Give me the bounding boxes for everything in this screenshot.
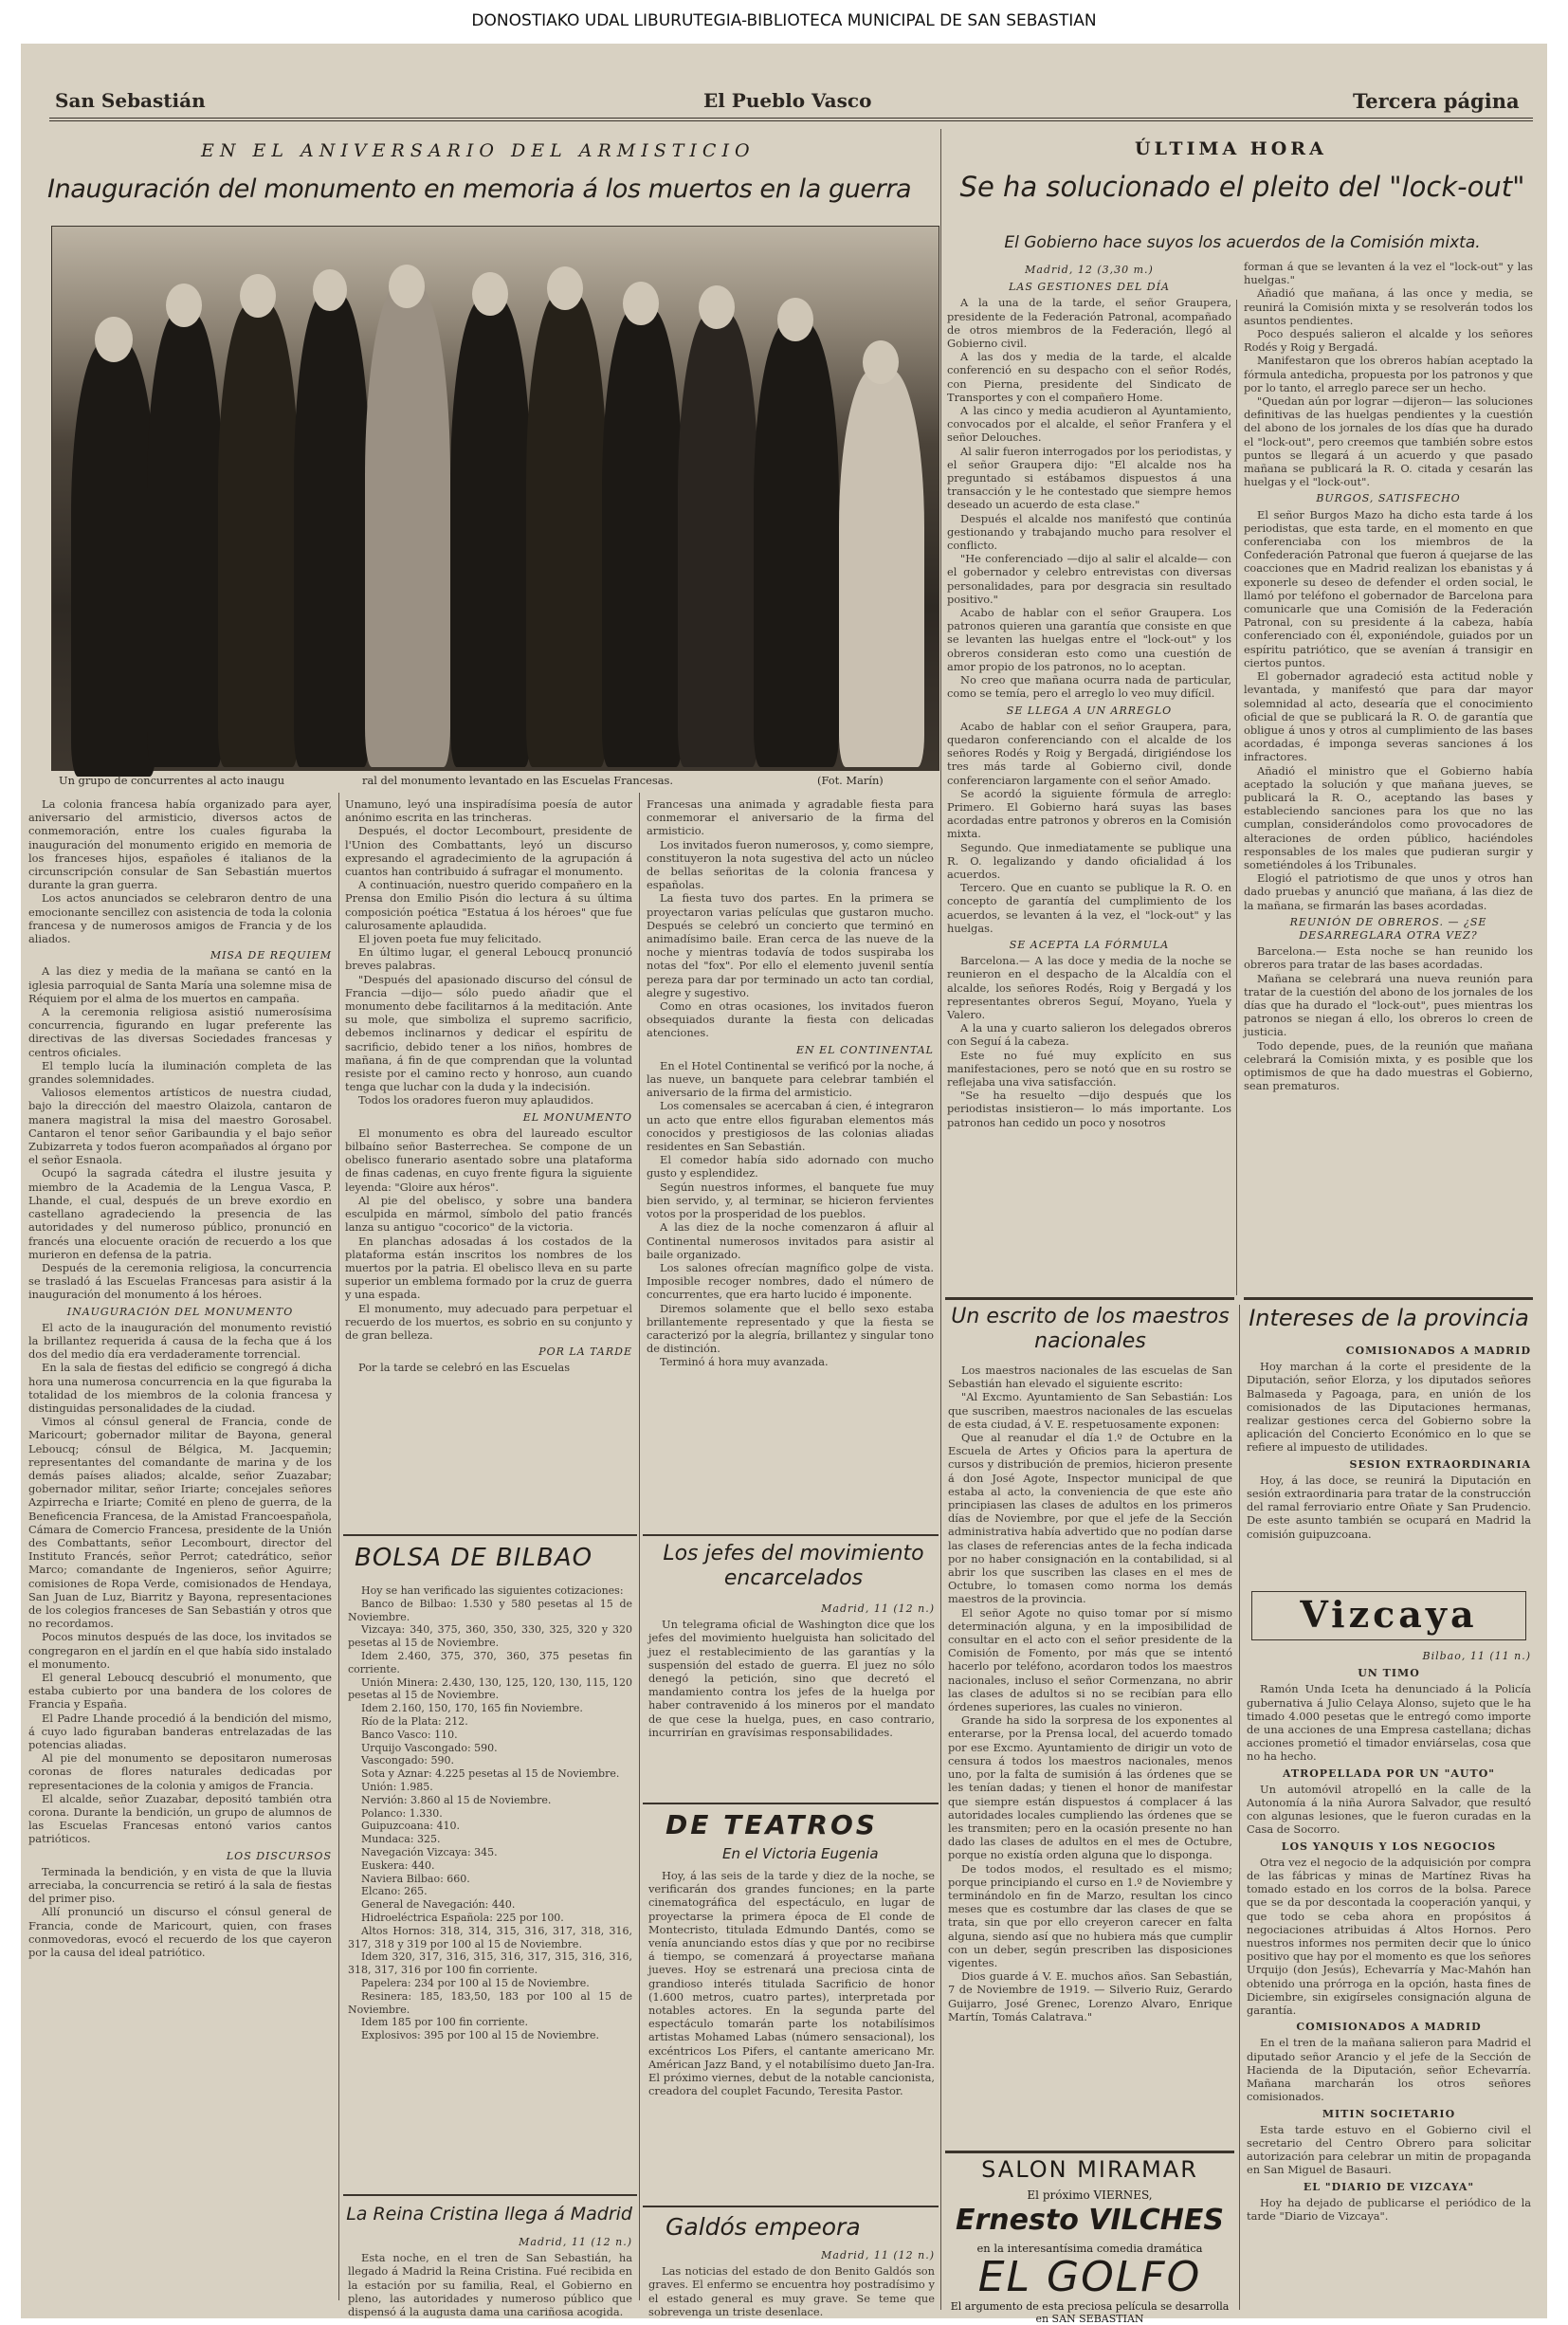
paragraph: Tercero. Que en cuanto se publique la R. O. en concepto de garantía del cumplimiento de los acuerdos, se levanten á la vez, el "lock-out" y las huelgas. bbox=[947, 881, 1231, 935]
quote-line: Altos Hornos: 318, 314, 315, 316, 317, 318, 316, 317, 318 y 319 por 100 al 15 de Noviembre. bbox=[348, 1924, 632, 1950]
provincia-title: Intereses de la provincia bbox=[1249, 1305, 1529, 1331]
paragraph: Manifestaron que los obreros habían aceptado la fórmula antedicha, propuesta por los patronos y que por lo tanto, el arreglo parece ser un hecho. bbox=[1244, 354, 1533, 394]
miramar-play: EL GOLFO bbox=[977, 2253, 1202, 2301]
teatros-title: DE TEATROS bbox=[665, 1809, 878, 1840]
newspaper-page bbox=[21, 44, 1547, 2325]
paragraph: El Padre Lhande procedió á la bendición del mismo, á cuyo lado figuraban banderas entrelazadas de las potencias aliadas. bbox=[28, 1711, 332, 1752]
quote-line: Nervión: 3.860 al 15 de Noviembre. bbox=[361, 1793, 552, 1806]
armisticio-title: Inauguración del monumento en memoria á los muertos en la guerra bbox=[47, 174, 912, 204]
paragraph: El monumento es obra del laureado escultor bilbaíno señor Basterrechea. Se compone de un obelisco funerario asentado sobre una plataforma de finas cadenas, en cuyo frente figura la siguiente leyenda: "Gloire aux héros". bbox=[345, 1126, 632, 1194]
paragraph: La fiesta tuvo dos partes. En la primera se proyectaron varias películas que gustaron mucho. Después se celebró un concierto que terminó en animadísimo baile. Eran cerca de las nueve de la noche y mientras todavía de todos suspiraba los notas del "fox". Por ello el elemento juvenil sentía pereza para dar por terminado un acto tan cordial, alegre y sugestivo. bbox=[647, 891, 934, 999]
paragraph: A las diez de la noche comenzaron á afluir al Continental numerosos invitados para asistir al baile organizado. bbox=[647, 1220, 934, 1261]
paragraph: Segundo. Que inmediatamente se publique una R. O. legalizando y dando oficialidad á los acuerdos. bbox=[947, 840, 1231, 881]
paragraph: Otra vez el negocio de la adquisición por compra de las fábricas y minas de Martínez Rivas ha tomado estado en los corros de la bolsa. Parece que se da por descontada la cooperación yanqui, y que todo se ceba ahora en propósitos á negociaciones atribuidas á Altos Hornos. Pero nuestros informes nos permiten decir que lo único positivo que hay por el momento es que los señores Urquijo (don Jesús), Echevarría y Mac-Mahón han obtenido una prórroga en la opción, hasta fines de Diciembre, sin exigírseles consignación alguna de garantía. bbox=[1247, 1855, 1531, 2018]
paragraph: Dios guarde á V. E. muchos años. San Sebastián, 7 de Noviembre de 1919. — Silverio Ruiz, Gerardo Guijarro, José Grenec, Lorenzo Alvaro, Enrique Martín, Tomás Calatrava." bbox=[948, 1969, 1232, 2023]
subhead-comisionados-vizcaya: COMISIONADOS A MADRID bbox=[1296, 2021, 1482, 2034]
subhead-comisionados: COMISIONADOS A MADRID bbox=[1345, 1345, 1531, 1357]
quote-line: Idem 320, 317, 316, 315, 316, 317, 315, 316, 316, 318, 317, 316 por 100 fin corriente. bbox=[348, 1950, 632, 1977]
paragraph: Poco después salieron el alcalde y los señores Rodés y Roig y Bergadá. bbox=[1244, 327, 1533, 355]
section-rule bbox=[343, 1534, 637, 1536]
galdos-title: Galdós empeora bbox=[665, 2213, 861, 2241]
galdos-body bbox=[648, 2245, 935, 2316]
section-rule bbox=[643, 2206, 939, 2207]
paragraph: Un telegrama oficial de Washington dice que los jefes del movimiento huelguista han solicitado del juez el restablecimiento de las garantías y la suspensión del estado de guerra. El juez no sólo denegó la petición, sino que decretó el mandamiento contra los jefes de la huelga por haber contravenido á los mineros por el mandato de que cese la huelga, pues, en caso contrario, incurrirían en gravísimas responsabilidades. bbox=[648, 1618, 935, 1739]
quote-line: Vizcaya: 340, 375, 360, 350, 330, 325, 320 y 320 pesetas al 15 de Noviembre. bbox=[348, 1623, 632, 1650]
paragraph: A la ceremonia religiosa asistió numerosísima concurrencia, figurando en lugar preferente las directivas de las diversas Sociedades francesas y centros oficiales. bbox=[28, 1005, 332, 1059]
subhead-arreglo: SE LLEGA A UN ARREGLO bbox=[1006, 704, 1173, 717]
paragraph: Los salones ofrecían magnífico golpe de vista. Imposible recoger nombres, dado el número de concurrentes, que era harto lucido é imponente. bbox=[647, 1260, 934, 1302]
column-rule bbox=[338, 793, 339, 2300]
paragraph: Al salir fueron interrogados por los periodistas, y el señor Graupera dijo: "El alcalde nos ha preguntado si estábamos dispuestos á una transacción y le he contestado que siempre hemos deseado un acuerdo de esta clase." bbox=[947, 444, 1231, 512]
quote-line: Unión: 1.985. bbox=[361, 1780, 433, 1793]
armisticio-column-1 bbox=[28, 797, 332, 2305]
paragraph: La colonia francesa había organizado para ayer, aniversario del armisticio, diversos actos de conmemoración, entre los cuales figuraba la inauguración del monumento erigido en memoria de los franceses hijos, españoles é italianos de la circunscripción consular de San Sebastián muertos durante la gran guerra. bbox=[28, 797, 332, 892]
paragraph: En último lugar, el general Leboucq pronunció breves palabras. bbox=[345, 945, 632, 973]
paragraph: Vimos al cónsul general de Francia, conde de Maricourt; gobernador militar de Bayona, general Leboucq; cónsul de Bélgica, M. Jacquemin; representantes del comandante de marina y de los demás países aliados; alcalde, señor Zuazabar; gobernador militar, señor Iriarte; concejales señores Azpirrecha e Iriarte; Comité en pleno de guerra, de la Beneficencia Francesa, de la Amistad Francoespañola, Cámara de Comercio Francesa, presidente de la Unión des Combattants, señor Lecombourt, director del Instituto Francés, señor Perrot; catedrático, señor Marco; comandante de Ingenieros, señor Aguirre; comisiones de Ropa Verde, comisionados de Hendaya, San Juan de Luz, Biarritz y Bayona, representaciones de los colegios franceses de San Sebastián y otros que no recordamos. bbox=[28, 1415, 332, 1631]
paragraph: Todos los oradores fueron muy aplaudidos. bbox=[358, 1093, 594, 1108]
paragraph: Terminada la bendición, y en vista de que la lluvia arreciaba, la concurrencia se retiró á la sala de fiestas del primer piso. bbox=[28, 1864, 332, 1906]
quote-line: Sota y Aznar: 4.225 pesetas al 15 de Noviembre. bbox=[361, 1767, 620, 1781]
vizcaya-title: Vizcaya bbox=[1300, 1593, 1478, 1636]
armisticio-kicker: EN EL ANIVERSARIO DEL ARMISTICIO bbox=[201, 140, 756, 161]
paragraph: Hoy, á las doce, se reunirá la Diputación en sesión extraordinaria para tratar de la construcción del ramal ferroviario entre Oñate y San Prudencio. De este asunto también se ocupará en Madrid la comisión guipuzcoana. bbox=[1247, 1473, 1531, 1541]
paragraph: El monumento, muy adecuado para perpetuar el recuerdo de los muertos, es sobrio en su conjunto y de gran belleza. bbox=[345, 1301, 632, 1342]
paragraph: Barcelona.— Esta noche se han reunido los obreros para tratar de las bases acordadas. bbox=[1244, 944, 1533, 972]
ultima-column-1 bbox=[947, 260, 1231, 1293]
paragraph: Esta tarde estuvo en el Gobierno civil el secretario del Centro Obrero para solicitar autorización para celebrar un mitin de propaganda en San Miguel de Basauri. bbox=[1247, 2122, 1531, 2177]
subhead-misa: MISA DE REQUIEM bbox=[210, 949, 332, 962]
maestros-body bbox=[948, 1364, 1232, 2151]
paragraph: Por la tarde se celebró en las Escuelas bbox=[358, 1361, 571, 1375]
subhead-inauguracion: INAUGURACIÓN DEL MONUMENTO bbox=[66, 1305, 294, 1318]
section-rule bbox=[1244, 1297, 1533, 1300]
paragraph: A las diez y media de la mañana se cantó en la iglesia parroquial de Santa María una solemne misa de Réquiem por el alma de los muertos en campaña. bbox=[28, 964, 332, 1005]
subhead-reunion: REUNIÓN DE OBREROS. — ¿SE DESARREGLARA OTRA VEZ? bbox=[1289, 915, 1487, 942]
quote-line: Vascongado: 590. bbox=[361, 1754, 454, 1767]
masthead-right: Tercera página bbox=[1353, 89, 1520, 113]
quote-line: Elcano: 265. bbox=[361, 1885, 428, 1898]
miramar-actor: Ernesto VILCHES bbox=[956, 2204, 1224, 2237]
armisticio-column-2 bbox=[345, 797, 632, 1528]
paragraph: En la sala de fiestas del edificio se congregó á dicha hora una numerosa concurrencia en la que figuraba la totalidad de los miembros de la colonia francesa y distinguidas personalidades de la ciudad. bbox=[28, 1361, 332, 1415]
subhead-formula: SE ACEPTA LA FÓRMULA bbox=[1009, 938, 1170, 951]
paragraph: "Al Excmo. Ayuntamiento de San Sebastián: Los que suscriben, maestros nacionales de las escuelas de esta ciudad, á V. E. respetuosamente exponen: bbox=[948, 1390, 1232, 1431]
paragraph: Añadió el ministro que el Gobierno había aceptado la solución y que mañana jueves, se publicará la R. O., aceptando las bases y estableciendo sanciones para los que no las cumplan, considerándolos como provocadores de alteraciones de orden público, haciéndoles responsables de los males que pudieran surgir y sometiéndoles á los Tribunales. bbox=[1244, 763, 1533, 871]
miramar-date: El próximo VIERNES, bbox=[1027, 2188, 1153, 2202]
paragraph: Elogió el patriotismo de que unos y otros han dado pruebas y anunció que mañana, á las diez de la mañana, se firmarán las bases acordadas. bbox=[1244, 871, 1533, 912]
quote-line: Río de la Plata: 212. bbox=[361, 1714, 468, 1728]
quote-line: Mundaca: 325. bbox=[361, 1833, 441, 1846]
bolsa-title: BOLSA DE BILBAO bbox=[355, 1544, 593, 1572]
ultima-title: Se ha solucionado el pleito del "lock-out" bbox=[959, 171, 1525, 203]
paragraph: Unamuno, leyó una inspiradísima poesía de autor anónimo escrita en las trincheras. bbox=[345, 797, 632, 825]
subhead-mitin: MITIN SOCIETARIO bbox=[1322, 2107, 1456, 2120]
paragraph: Todo depende, pues, de la reunión que mañana celebrará la Comisión mixta, y es posible que los optimismos de que ha dado muestras el Gobierno, sean prematuros. bbox=[1244, 1038, 1533, 1093]
paragraph: Barcelona.— A las doce y media de la noche se reunieron en el despacho de la Alcaldía con el alcalde, los señores Rodés, Roig y Bergadá y los representantes obreros Seguí, Moyano, Yuela y Valero. bbox=[947, 954, 1231, 1021]
jefes-dateline: Madrid, 11 (12 n.) bbox=[821, 1602, 935, 1615]
miramar-subtitle: en la interesantísima comedia dramática bbox=[976, 2242, 1203, 2255]
paragraph: Después el alcalde nos manifestó que continúa gestionando y trabajando mucho para resolver el conflicto. bbox=[947, 511, 1231, 553]
paragraph: Añadió que mañana, á las once y media, se reunirá la Comisión mixta y se resolverán todos los asuntos pendientes. bbox=[1244, 286, 1533, 327]
paragraph: Valiosos elementos artísticos de nuestra ciudad, bajo la dirección del maestro Olaizola, cantaron de manera magistral la misa del maestro Gorosabel. Cantaron el tenor señor Garibaundia y el bajo señor Zubizarreta y todos fueron acompañados al órgano por el señor Esnaola. bbox=[28, 1086, 332, 1167]
paragraph: Según nuestros informes, el banquete fue muy bien servido, y, al terminar, se hicieron fervientes votos por la prosperidad de los pueblos. bbox=[647, 1180, 934, 1221]
subhead-yanquis: LOS YANQUIS Y LOS NEGOCIOS bbox=[1281, 1840, 1497, 1853]
paragraph: El joven poeta fue muy felicitado. bbox=[358, 932, 542, 946]
paragraph: Las noticias del estado de don Benito Galdós son graves. El enfermo se encuentra hoy postradísimo y el estado general es muy grave. Se teme que sobrevenga un triste desenlace. bbox=[648, 2264, 935, 2318]
quote-line: Banco de Bilbao: 1.530 y 580 pesetas al 15 de Noviembre. bbox=[348, 1597, 632, 1623]
reina-title: La Reina Cristina llega á Madrid bbox=[346, 2204, 632, 2224]
quote-line: Hoy se han verificado las siguientes cotizaciones: bbox=[361, 1584, 624, 1597]
subhead-monumento: EL MONUMENTO bbox=[522, 1110, 632, 1124]
section-rule bbox=[945, 1297, 1234, 1300]
ultima-deck: El Gobierno hace suyos los acuerdos de la Comisión mixta. bbox=[1004, 233, 1481, 252]
ultima-kicker: ÚLTIMA HORA bbox=[1135, 138, 1327, 159]
quote-line: Urquijo Vascongado: 590. bbox=[361, 1741, 498, 1754]
quote-line: Naviera Bilbao: 660. bbox=[361, 1872, 470, 1885]
paragraph: Terminó á hora muy avanzada. bbox=[660, 1355, 829, 1369]
subhead-burgos: BURGOS, SATISFECHO bbox=[1316, 492, 1461, 505]
paragraph: "He conferenciado —dijo al salir el alcalde— con el gobernador y celebro entrevistas con diversas personalidades, para por desgracia sin resultado positivo." bbox=[947, 552, 1231, 606]
jefes-title: Los jefes del movimiento encarcelados bbox=[663, 1542, 924, 1590]
ultima-column-2 bbox=[1244, 260, 1533, 1293]
quote-line: Idem 2.160, 150, 170, 165 fin Noviembre. bbox=[361, 1702, 583, 1715]
paragraph: El general Leboucq descubrió el monumento, que estaba cubierto por una bandera de los colores de Francia y España. bbox=[28, 1671, 332, 1712]
quote-line: General de Navegación: 440. bbox=[361, 1898, 516, 1912]
paragraph: Ocupó la sagrada cátedra el ilustre jesuita y miembro de la Academia de la Lengua Vasca, P. Lhande, el cual, después de un breve exordio en castellano agradeciendo la presencia de las autoridades y del numeroso público, pronunció en francés una elocuente oración de recuerdo a los que murieron en defensa de la patria. bbox=[28, 1166, 332, 1261]
archive-banner: DONOSTIAKO UDAL LIBURUTEGIA-BIBLIOTECA MUNICIPAL DE SAN SEBASTIAN bbox=[0, 0, 1568, 42]
paragraph: De todos modos, el resultado es el mismo; porque principiando el curso en 1.º de Noviembre y terminándolo en fin de Marzo, resultan los cinco meses que es costumbre dar las clases de que se trata, sin que por ello creyeron carecer en falta alguna, siendo así que no hubiera más que cumplir con un deber, según prescriben las disposiciones vigentes. bbox=[948, 1861, 1232, 1969]
quote-line: Idem 2.460, 375, 370, 360, 375 pesetas fin corriente. bbox=[348, 1649, 632, 1675]
provincia-body bbox=[1247, 1341, 1531, 1578]
paragraph: Mañana se celebrará una nueva reunión para tratar de la cuestión del abono de los jornales de los días que ha durado el "lock-out", pues mientras los patronos se niegan á ello, los obreros lo creen de justicia. bbox=[1244, 971, 1533, 1039]
paragraph: Esta noche, en el tren de San Sebastián, ha llegado á Madrid la Reina Cristina. Fué recibida en la estación por su familia, Real, el Gobierno en pleno, las autoridades y numeroso público que dispensó á la augusta dama una cariñosa acogida. bbox=[348, 2251, 632, 2319]
subhead-continental: EN EL CONTINENTAL bbox=[796, 1043, 934, 1056]
paragraph: El alcalde, señor Zuazabar, depositó también otra corona. Durante la bendición, un grupo de alumnos de las Escuelas Francesas entonó varios cantos patrióticos. bbox=[28, 1791, 332, 1846]
paragraph: Acabo de hablar con el señor Graupera, para, quedaron conferenciando con el alcalde de los señores Rodés y Roig y Bergadá, dirigiéndose los tres más tarde al Gobierno civil, donde conferenciaron largamente con el señor Amado. bbox=[947, 719, 1231, 787]
section-rule bbox=[643, 1534, 939, 1536]
paragraph: Diremos solamente que el bello sexo estaba brillantemente representado y que la fiesta se caracterizó por la alegría, brillantez y singular tono de distinción. bbox=[647, 1301, 934, 1356]
column-rule bbox=[1239, 1305, 1240, 2310]
section-rule bbox=[945, 2151, 1234, 2153]
teatros-subtitle: En el Victoria Eugenia bbox=[722, 1845, 879, 1862]
miramar-title: SALON MIRAMAR bbox=[981, 2156, 1198, 2183]
paragraph: Al pie del obelisco, y sobre una bandera esculpida en mármol, símbolo del patio francés lanza su antiguo "cocorico" de la victoria. bbox=[345, 1193, 632, 1235]
paragraph: Este no fué muy explícito en sus manifestaciones, pero se notó que en su rostro se reflejaba una viva satisfacción. bbox=[947, 1048, 1231, 1089]
monument-group-photo bbox=[51, 226, 939, 771]
quote-line: Navegación Vizcaya: 345. bbox=[361, 1845, 498, 1858]
miramar-note: El argumento de esta preciosa película se desarrolla en SAN SEBASTIAN bbox=[950, 2300, 1230, 2325]
paragraph: Que al reanudar el día 1.º de Octubre en la Escuela de Artes y Oficios para la apertura de cursos y distribución de premios, hicieron presente á don José Agote, Inspector municipal de que estaba al acto, la conveniencia de que este año principiasen las clases de adultos en los primeros días de Noviembre, por que el jefe de la Sección administrativa había advertido que no podían darse las clases de referencias antes de la fecha indicada por no haber consignación en la contabilidad, si al abrir los que suscriben las clases en el mes de Octubre, lo tomasen como norma los demás maestros de la provincia. bbox=[948, 1431, 1232, 1606]
vizcaya-body bbox=[1247, 1646, 1531, 2310]
paragraph: En el tren de la mañana salieron para Madrid el diputado señor Arancio y el jefe de la Sección de Hacienda de la Diputación, señor Echevarría. Mañana marcharán los otros señores comisionados. bbox=[1247, 2036, 1531, 2104]
paragraph: Un automóvil atropelló en la calle de la Autonomía á la niña Aurora Salvador, que resultó con algunas lesiones, que le fueron curadas en la Casa de Socorro. bbox=[1247, 1782, 1531, 1837]
paragraph: Hoy marchan á la corte el presidente de la Diputación, señor Elorza, y los diputados señores Balmaseda y Pagoaga, para, en unión de los comisionados de las Diputaciones hermanas, realizar gestiones cerca del Gobierno sobre la aplicación del Concierto Económico en lo que se refiere al impuesto de utilidades. bbox=[1247, 1360, 1531, 1455]
paragraph: A las cinco y media acudieron al Ayuntamiento, convocados por el alcalde, el señor Franfera y el señor Delouches. bbox=[947, 404, 1231, 445]
paragraph: Después, el doctor Lecombourt, presidente de l'Union des Combattants, leyó un discurso expresando el agradecimiento de la agrupación á cuantos han contribuido á sufragar el monumento. bbox=[345, 824, 632, 879]
paragraph: Grande ha sido la sorpresa de los exponentes al enterarse, por la Prensa local, del acuerdo tomado por ese Excmo. Ayuntamiento de dirigir un voto de censura á todos los maestros nacionales, menos uno, por la falta de sumisión á las órdenes que se les tenían dadas; y tienen el honor de manifestar que siempre están dispuestos á complacer á las autoridades locales cumpliendo las órdenes que se les transmiten; pero en la ocasión presente no han dado las clases de adultos en el mes de Octubre, porque no existía orden alguna que lo disponga. bbox=[948, 1713, 1232, 1862]
column-rule bbox=[639, 793, 640, 2300]
photo-credit: (Fot. Marín) bbox=[817, 774, 884, 787]
vizcaya-dateline: Bilbao, 11 (11 n.) bbox=[1422, 1650, 1531, 1662]
paragraph: "Se ha resuelto —dijo después que los periodistas insistieron— lo más importante. Los patronos han cedido un poco y nosotros bbox=[947, 1089, 1231, 1129]
paragraph: A continuación, nuestro querido compañero en la Prensa don Emilio Pisón dio lectura á su última composición poética "Estatua á los héroes" que fue calurosamente aplaudida. bbox=[345, 878, 632, 932]
column-rule bbox=[1236, 300, 1237, 1295]
paragraph: El templo lucía la iluminación completa de las grandes solemnidades. bbox=[28, 1058, 332, 1087]
column-rule bbox=[940, 129, 941, 2310]
paragraph: forman á que se levanten á la vez el "lock-out" y las huelgas." bbox=[1244, 260, 1533, 287]
paragraph: El señor Agote no quiso tomar por sí mismo determinación alguna, y en la imposibilidad de consultar en el acto con el señor presidente de la Comisión de Fomento, por más que se intentó hacerlo por teléfono, acordaron todos los maestros nacionales, incluso el señor Cormenzana, no abrir las clases de adultos si no se recibían para ello órdenes superiores, las cuales no vinieron. bbox=[948, 1605, 1232, 1714]
quote-line: Idem 185 por 100 fin corriente. bbox=[361, 2016, 528, 2029]
subhead-sesion: SESION EXTRAORDINARIA bbox=[1349, 1457, 1531, 1471]
quote-line: Explosivos: 395 por 100 al 15 de Noviembre. bbox=[361, 2029, 600, 2042]
section-rule bbox=[643, 1803, 939, 1804]
paragraph: Se acordó la siguiente fórmula de arreglo: Primero. El Gobierno hará suyas las bases acordadas entre patronos y obreros en la Comisión mixta. bbox=[947, 786, 1231, 841]
paragraph: Pocos minutos después de las doce, los invitados se congregaron en el jardín en el que había sido instalado el monumento. bbox=[28, 1630, 332, 1671]
quote-line: Guipuzcoana: 410. bbox=[361, 1820, 460, 1833]
armisticio-column-3 bbox=[647, 797, 934, 1547]
paragraph: El comedor había sido adornado con mucho gusto y esplendidez. bbox=[647, 1153, 934, 1181]
paragraph: A la una de la tarde, el señor Graupera, presidente de la Federación Patronal, acompañado de otros miembros de la Federación, llegó al Gobierno civil. bbox=[947, 296, 1231, 351]
masthead-rule bbox=[49, 118, 1533, 121]
paragraph: Los actos anunciados se celebraron dentro de una emocionante sencillez con asistencia de toda la colonia francesa y de numerosos amigos de Francia y de los aliados. bbox=[28, 891, 332, 946]
subhead-gestiones: LAS GESTIONES DEL DÍA bbox=[1009, 281, 1170, 294]
paragraph: Hoy ha dejado de publicarse el periódico de la tarde "Diario de Vizcaya". bbox=[1247, 2195, 1531, 2223]
paragraph: El señor Burgos Mazo ha dicho esta tarde á los periodistas, que esta tarde, en el momento en que conferenciaba con los miembros de la Confederación Patronal que fueron á quejarse de las coacciones que en Madrid realizan los ebanistas y á exponerle su deseo de defender el orden social, le llamó por teléfono el gobernador de Barcelona para comunicarle que una Comisión de la Federación Patronal, con su presidente á la cabeza, había conferenciado con él, exponiéndole, guiados por un espíritu patriótico, que se avenían á transigir en ciertos puntos. bbox=[1244, 507, 1533, 669]
paragraph: El gobernador agradeció esta actitud noble y levantada, y manifestó que para dar mayor solemnidad al acto, desearía que el conocimiento oficial de que se publicará la R. O. de garantía que obligue á unos y otros al cumplimiento de las bases acordadas, é imponga severas sanciones á los infractores. bbox=[1244, 669, 1533, 764]
subhead-tarde: POR LA TARDE bbox=[538, 1346, 632, 1359]
quote-line: Unión Minera: 2.430, 130, 125, 120, 130, 115, 120 pesetas al 15 de Noviembre. bbox=[348, 1675, 632, 1702]
quote-line: Euskera: 440. bbox=[361, 1858, 435, 1872]
paragraph: A las dos y media de la tarde, el alcalde conferenció en su despacho con el señor Rodés, con Pierna, presidente del Sindicato de Transportes y con el compañero Home. bbox=[947, 350, 1231, 404]
paragraph: Hoy, á las seis de la tarde y diez de la noche, se verificarán dos grandes funciones; en la parte cinematográfica del espectáculo, en lugar de proyectarse la primera época de El conde de Montecristo, titulada Edmundo Dantés, como se venía anunciando estos días y que por no recibirse á tiempo, se comenzará á proyectarse mañana jueves. Hoy se estrenará una preciosa cinta de grandioso interés titulada Sacrificio de honor (1.600 metros, cuatro partes), interpretada por notables actores. En la segunda parte del espectáculo tomarán parte los notabilísimos artistas Mohamed Labas (número sensacional), los excéntricos Los Pifers, el cantante americano Mr. Américan Jazz Band, y el notabilísimo dueto Jan-Ira. El próximo viernes, debut de la notable cancionista, creadora del couplet Facundo, Teresita Pastor. bbox=[648, 1869, 935, 2098]
photo-caption-left: Un grupo de concurrentes al acto inaugu bbox=[59, 774, 285, 787]
paragraph: Al pie del monumento se depositaron numerosas coronas de flores naturales dedicadas por representaciones de la colonia y amigos de Francia. bbox=[28, 1751, 332, 1792]
maestros-title: Un escrito de los maestros nacionales bbox=[951, 1305, 1230, 1353]
jefes-body bbox=[648, 1599, 935, 1798]
paragraph: Después de la ceremonia religiosa, la concurrencia se trasladó á las Escuelas Francesas para asistir á la inauguración del monumento á los héroes. bbox=[28, 1260, 332, 1302]
quote-line: Polanco: 1.330. bbox=[361, 1806, 443, 1820]
paragraph: Los invitados fueron numerosos, y, como siempre, constituyeron la nota sugestiva del acto un núcleo de bellas señoritas de la colonia francesa y españolas. bbox=[647, 837, 934, 892]
paragraph: Los maestros nacionales de las escuelas de San Sebastián han elevado el siguiente escrito: bbox=[948, 1364, 1232, 1391]
subhead-discursos: LOS DISCURSOS bbox=[226, 1849, 332, 1862]
paragraph: No creo que mañana ocurra nada de particular, como se temía, pero el arreglo lo veo muy difícil. bbox=[947, 673, 1231, 701]
paragraph: Allí pronunció un discurso el cónsul general de Francia, conde de Maricourt, quien, con frases conmovedoras, evocó el recuerdo de los que cayeron por la causa del ideal patriótico. bbox=[28, 1905, 332, 1960]
reina-body bbox=[348, 2232, 632, 2319]
galdos-dateline: Madrid, 11 (12 n.) bbox=[821, 2249, 935, 2261]
paragraph: Los comensales se acercaban á cien, é integraron un acto que entre ellos figuraban elementos más conocidos y prestigiosos de las colonias aliadas residentes en San Sebastián. bbox=[647, 1099, 934, 1154]
quote-line: Papelera: 234 por 100 al 15 de Noviembre. bbox=[361, 1976, 590, 1989]
quote-line: Resinera: 185, 183,50, 183 por 100 al 15 de Noviembre. bbox=[348, 1989, 632, 2016]
masthead-left: San Sebastián bbox=[55, 89, 206, 112]
paragraph: Francesas una animada y agradable fiesta para conmemorar el aniversario de la firma del armisticio. bbox=[647, 797, 934, 838]
teatros-body bbox=[648, 1869, 935, 2201]
paragraph: El acto de la inauguración del monumento revistió la brillantez requerida á causa de la fecha que á los dos del medio día era verdaderamente torrencial. bbox=[28, 1320, 332, 1362]
reina-dateline: Madrid, 11 (12 n.) bbox=[519, 2236, 632, 2248]
quote-line: Hidroeléctrica Española: 225 por 100. bbox=[361, 1911, 564, 1924]
subhead-diario: EL "DIARIO DE VIZCAYA" bbox=[1303, 2180, 1475, 2193]
paragraph: En el Hotel Continental se verificó por la noche, á las nueve, un banquete para celebrar también el aniversario de la firma del armisticio. bbox=[647, 1058, 934, 1100]
paragraph: "Quedan aún por lograr —dijeron— las soluciones definitivas de las huelgas pendientes y la cuestión del abono de los jornales de los días que ha durado el "lock-out", pero creemos que también sobre estos puntos se llegará á un acuerdo y que pasado mañana se publicará la R. O. citada y cesarán las huelgas y el "lock-out". bbox=[1244, 394, 1533, 489]
quote-line: Banco Vasco: 110. bbox=[361, 1728, 458, 1741]
paragraph: "Después del apasionado discurso del cónsul de Francia —dijo— sólo puedo añadir que el monumento debe facilitarnos á la meditación. Ante su mole, que simboliza el supremo sacrificio, debemos inclinarnos y dedicar el espíritu de sacrificio, debido tener a los niños, hombres de mañana, á fin de que comprendan que la voluntad resiste por el camino recto y honroso, aun cuando tenga que luchar con la duda y la indecisión. bbox=[345, 972, 632, 1094]
section-rule bbox=[343, 2194, 637, 2196]
paragraph: En planchas adosadas á los costados de la plataforma están inscritos los nombres de los muertos por la patria. El obelisco lleva en su parte superior un emblema formado por la cruz de guerra y una espada. bbox=[345, 1234, 632, 1302]
masthead-center: El Pueblo Vasco bbox=[703, 89, 872, 112]
subhead-timo: UN TIMO bbox=[1358, 1667, 1420, 1680]
bolsa-quotes bbox=[348, 1584, 632, 2191]
paragraph: Acabo de hablar con el señor Graupera. Los patronos quieren una garantía que consiste en que se levanten las huelgas entre el "lock-out" y los obreros consideran esto como una cuestión de amor propio de los patronos, no lo aceptan. bbox=[947, 606, 1231, 673]
subhead-atropellada: ATROPELLADA POR UN "AUTO" bbox=[1282, 1767, 1496, 1780]
photo-caption-mid: ral del monumento levantado en las Escuelas Francesas. bbox=[362, 774, 673, 787]
paragraph: Como en otras ocasiones, los invitados fueron obsequiados durante la fiesta con delicadas atenciones. bbox=[647, 999, 934, 1040]
paragraph: A la una y cuarto salieron los delegados obreros con Seguí á la cabeza. bbox=[947, 1021, 1231, 1049]
paragraph: Ramón Unda Iceta ha denunciado á la Policía gubernativa á Julio Celaya Alonso, sujeto que le ha timado 4.000 pesetas que le entregó como importe de una acciones de una Empresa castellana; dichas acciones prometió el timador enviárselas, cosa que no ha hecho. bbox=[1247, 1682, 1531, 1764]
ultima-dateline: Madrid, 12 (3,30 m.) bbox=[1025, 264, 1154, 276]
